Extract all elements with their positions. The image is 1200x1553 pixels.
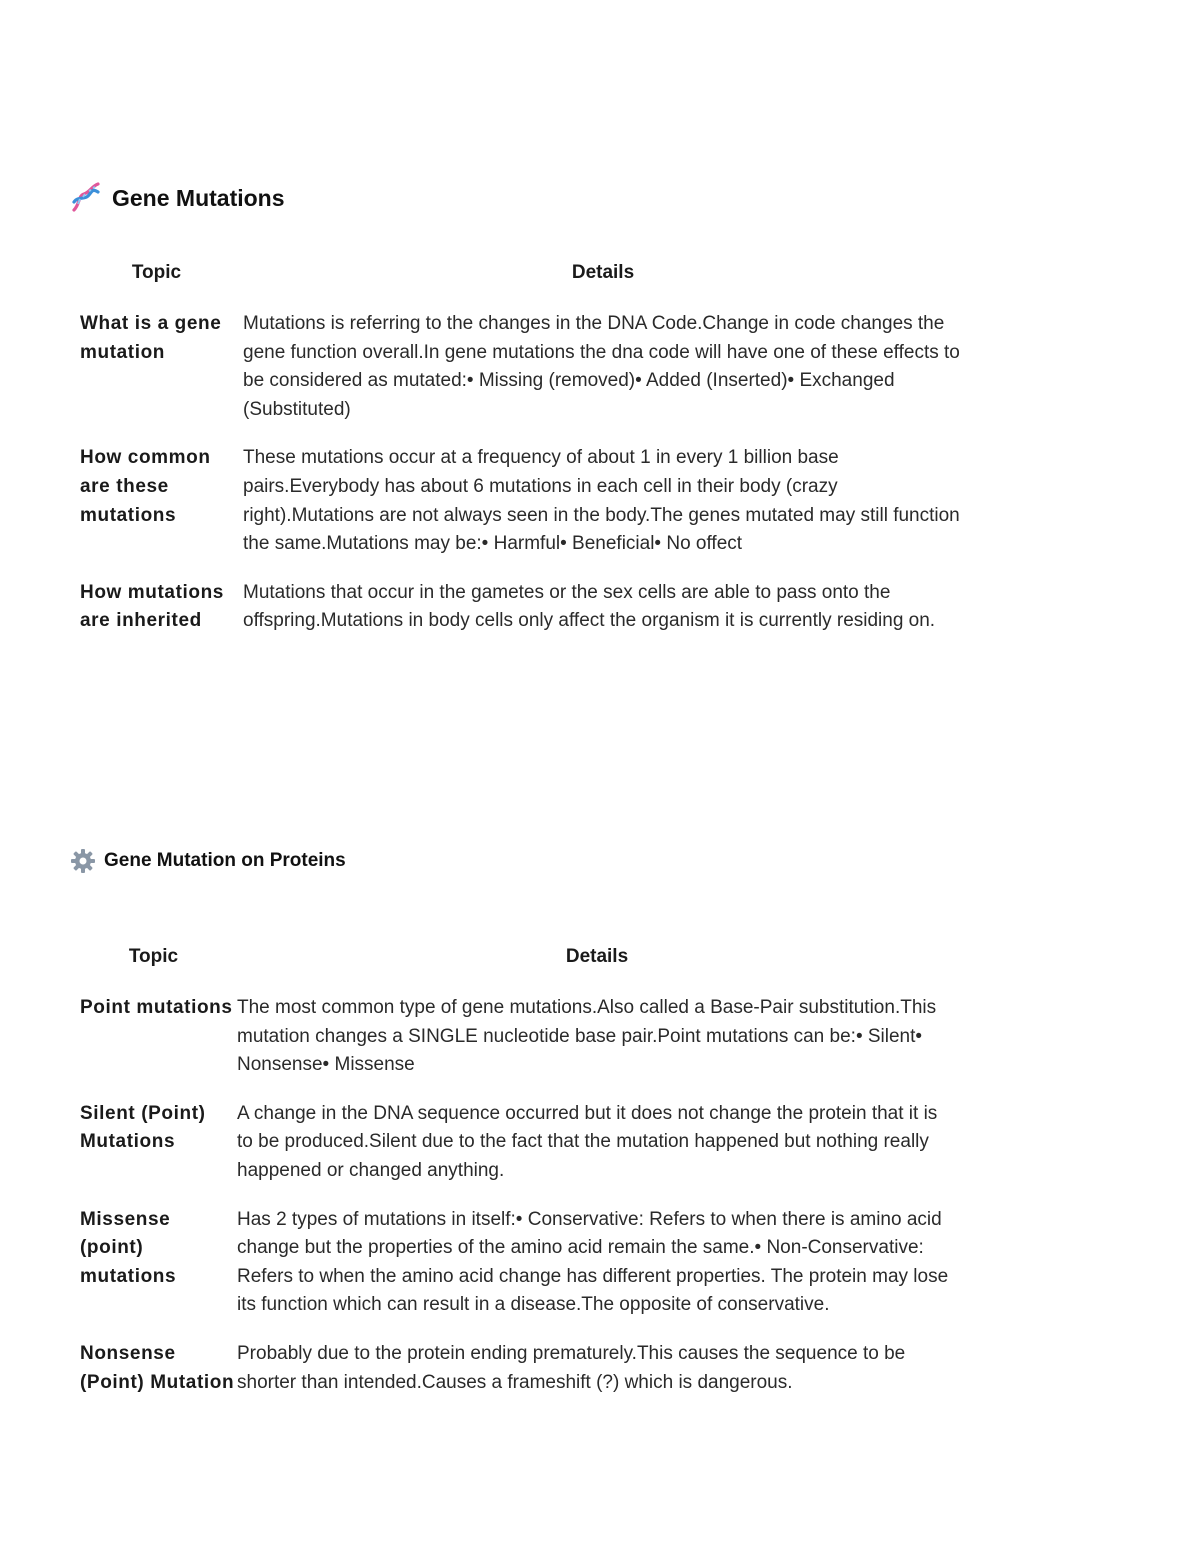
table-row xyxy=(70,994,957,1080)
table-row xyxy=(70,1206,957,1320)
section-gene-mutations xyxy=(70,182,970,632)
section-gene-mutation-on-proteins xyxy=(70,848,970,1393)
details-header: Details xyxy=(565,946,629,967)
topic-header: Topic xyxy=(128,946,179,967)
details-header: Details xyxy=(571,262,635,283)
topic-cell: How mutations are inherited xyxy=(80,581,224,632)
topic-cell: What is a gene mutation xyxy=(80,313,222,363)
details-cell: The most common type of gene mutations.Also called a Base-Pair substitution.This mutation changes a SINGLE nucleotide base pair.Point mutations can be:• Silent• Nonsense• Missense xyxy=(237,997,937,1076)
table-row xyxy=(70,444,963,558)
details-cell: Has 2 types of mutations in itself:• Conservative: Refers to when there is amino acid change but the properties of the amino acid remain the same.• Non-Conservative: Refers to when the amino acid change has different properties. The protein may lose its function which can result in a disease.The opposite of conservative. xyxy=(237,1208,949,1316)
section-title xyxy=(70,182,970,214)
details-cell: A change in the DNA sequence occurred but it does not change the protein that it is to be produced.Silent due to the fact that the mutation happened but nothing really happened or changed anything. xyxy=(237,1102,938,1181)
section-title-text: Gene Mutations xyxy=(112,184,285,211)
table-row xyxy=(70,310,963,424)
details-cell: Mutations is referring to the changes in the DNA Code.Change in code changes the gene function overall.In gene mutations the dna code will have one of these effects to be considered as mutated:• Missing (removed)• Added (Inserted)• Exchanged (Substituted) xyxy=(243,313,960,420)
details-cell: These mutations occur at a frequency of about 1 in every 1 billion base pairs.Everybody has about 6 mutations in each cell in their body (crazy right).Mutations are not always seen in the body.The genes mutated may still function the same.Mutations may be:• Harmful• Beneficial• No offect xyxy=(243,447,960,555)
table-header-row xyxy=(70,946,957,974)
table-row xyxy=(70,1340,957,1397)
topic-cell: How common are these mutations xyxy=(80,447,211,526)
topic-cell: Point mutations xyxy=(80,997,233,1018)
table-row xyxy=(70,579,963,636)
section-title-text: Gene Mutation on Proteins xyxy=(104,850,346,871)
gear-icon xyxy=(70,848,96,874)
details-cell: Probably due to the protein ending prematurely.This causes the sequence to be shorter than intended.Causes a frameshift (?) which is dangerous. xyxy=(237,1342,906,1393)
notes-table xyxy=(70,262,963,636)
topic-cell: Missense (point) mutations xyxy=(80,1208,177,1287)
topic-cell: Nonsense (Point) Mutation xyxy=(80,1342,235,1393)
topic-header: Topic xyxy=(131,262,182,283)
table-row xyxy=(70,1100,957,1186)
notes-table xyxy=(70,946,957,1397)
topic-cell: Silent (Point) Mutations xyxy=(80,1102,206,1153)
section-title xyxy=(70,848,970,874)
details-cell: Mutations that occur in the gametes or the sex cells are able to pass onto the offspring.Mutations in body cells only affect the organism it is currently residing on. xyxy=(243,581,936,632)
table-header-row xyxy=(70,262,963,290)
dna-icon xyxy=(70,182,102,214)
